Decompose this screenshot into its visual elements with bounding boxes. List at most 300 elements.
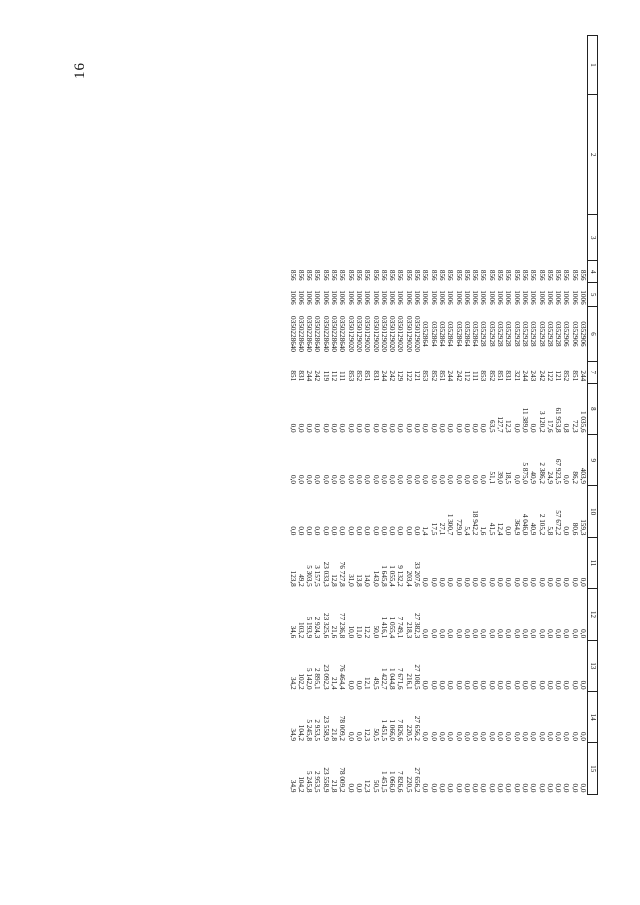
table-cell: 1006 — [296, 290, 305, 305]
table-cell: 851 — [570, 370, 579, 382]
table-cell: 21,8 — [330, 728, 339, 741]
table-cell: 0,8 — [562, 423, 571, 433]
table-cell — [346, 215, 354, 261]
table-cell: 0,0 — [396, 423, 405, 433]
table-cell: 0,0 — [462, 475, 471, 484]
table-cell: 34,9 — [288, 779, 297, 793]
table-cell — [554, 215, 562, 261]
table-cell — [512, 215, 520, 261]
table-cell: 0,0 — [504, 577, 513, 587]
table-cell: 0352928 — [529, 321, 538, 347]
table-cell: 0352864 — [446, 321, 455, 347]
table-cell: 852 — [354, 370, 363, 382]
table-cell: 1006 — [413, 290, 422, 305]
rotated-table-container — [128, 35, 598, 795]
table-cell — [404, 215, 412, 261]
table-cell: 159,3 — [579, 519, 587, 536]
table-row — [521, 36, 529, 795]
table-cell — [471, 215, 479, 261]
table-cell: 0,0 — [404, 526, 413, 536]
table-cell: 220,5 — [404, 724, 413, 741]
table-cell: 49,2 — [296, 574, 305, 587]
table-cell: 1006 — [321, 290, 330, 305]
table-cell: 0352864 — [454, 321, 463, 347]
table-cell: 0,0 — [520, 577, 529, 587]
table-cell — [446, 36, 454, 95]
table-cell: 121 — [413, 370, 422, 382]
table-cell: 7 671,6 — [396, 667, 405, 690]
table-cell: 856 — [529, 269, 538, 281]
table-cell: 0350228640 — [296, 316, 305, 352]
table-cell: 0,0 — [454, 731, 463, 741]
table-cell: 1006 — [512, 290, 521, 305]
table-cell: 0,0 — [446, 423, 455, 433]
table-cell — [396, 95, 404, 215]
table-cell: 23 558,9 — [321, 767, 330, 793]
table-cell: 0352928 — [479, 321, 488, 347]
table-cell: 0,0 — [554, 629, 563, 639]
table-cell: 0,0 — [512, 731, 521, 741]
table-cell: 0,0 — [554, 731, 563, 741]
table-cell — [537, 215, 545, 261]
table-cell: 23 033,3 — [321, 561, 330, 587]
table-cell: 27 108,5 — [413, 664, 422, 690]
table-cell — [512, 95, 520, 215]
table-cell: 0,0 — [487, 731, 496, 741]
table-row — [504, 36, 512, 795]
table-cell: 0,0 — [471, 731, 480, 741]
table-cell: 0,0 — [354, 783, 363, 793]
table-cell: 856 — [504, 269, 513, 281]
table-cell: 76 464,4 — [338, 664, 347, 690]
table-cell — [363, 215, 371, 261]
table-cell — [288, 215, 296, 261]
table-header-row — [588, 36, 598, 795]
table-cell: 51,1 — [487, 471, 496, 484]
table-cell: 0,0 — [562, 475, 571, 484]
table-cell — [496, 95, 504, 215]
table-cell: 122 — [404, 370, 413, 382]
table-cell: 11,0 — [354, 625, 363, 639]
table-cell — [313, 95, 321, 215]
table-cell: 0,0 — [330, 475, 339, 484]
table-cell — [322, 95, 330, 215]
table-cell — [421, 215, 429, 261]
table-cell — [487, 215, 495, 261]
table-cell: 0,0 — [512, 475, 521, 484]
table-cell: 856 — [388, 269, 397, 281]
table-cell: 1006 — [388, 290, 397, 305]
table-cell — [579, 95, 588, 215]
table-cell: 17,5 — [429, 522, 438, 536]
table-cell: 856 — [379, 269, 388, 281]
table-cell — [380, 36, 388, 95]
table-cell: 0,0 — [371, 475, 380, 484]
table-cell: 1006 — [404, 290, 413, 305]
table-cell: 0350228640 — [305, 316, 314, 352]
table-cell: 12,3 — [363, 779, 372, 793]
table-cell — [479, 95, 487, 215]
table-cell: 0,0 — [479, 731, 488, 741]
table-cell: 143,0 — [371, 570, 380, 587]
table-cell: 0,0 — [421, 731, 430, 741]
table-cell: 33 207,6 — [413, 561, 422, 587]
table-cell: 0,0 — [296, 526, 305, 536]
table-cell — [504, 95, 512, 215]
table-cell: 243 — [529, 370, 538, 382]
table-cell: 0,0 — [512, 629, 521, 639]
table-row — [388, 36, 396, 795]
table-cell: 0,0 — [404, 475, 413, 484]
table-cell: 321 — [512, 370, 521, 382]
table-cell: 856 — [321, 269, 330, 281]
table-cell: 1006 — [520, 290, 529, 305]
column-header-10: 10 — [588, 486, 598, 537]
table-row — [479, 36, 487, 795]
page-number: 16 — [72, 62, 88, 79]
table-cell: 856 — [545, 269, 554, 281]
table-cell: 244 — [579, 370, 587, 382]
table-row — [529, 36, 537, 795]
table-cell — [404, 95, 412, 215]
table-cell: 856 — [496, 269, 505, 281]
table-cell: 0,0 — [529, 423, 538, 433]
table-cell: 0,0 — [288, 475, 297, 484]
table-cell: 0,0 — [437, 731, 446, 741]
table-cell — [529, 36, 537, 95]
table-cell: 0,0 — [429, 423, 438, 433]
table-cell: 0,0 — [487, 577, 496, 587]
table-cell: 242 — [313, 370, 322, 382]
table-cell: 123,8 — [288, 570, 297, 587]
table-cell: 0,0 — [346, 783, 355, 793]
table-cell: 1006 — [305, 290, 314, 305]
table-cell: 13,8 — [354, 574, 363, 587]
table-cell: 0,0 — [305, 526, 314, 536]
table-row — [380, 36, 388, 795]
table-cell: 1 066,0 — [388, 770, 397, 793]
table-cell: 0,0 — [479, 577, 488, 587]
table-cell: 119 — [321, 370, 330, 382]
table-cell: 1006 — [579, 290, 587, 305]
table-cell: 0,0 — [396, 475, 405, 484]
table-cell: 0350129020 — [371, 316, 380, 352]
table-cell: 0,0 — [313, 423, 322, 433]
table-cell: 0,0 — [462, 731, 471, 741]
table-cell: 0,0 — [421, 680, 430, 690]
table-row — [512, 36, 520, 795]
table-cell: 856 — [371, 269, 380, 281]
table-row — [363, 36, 371, 795]
table-cell: 856 — [421, 269, 430, 281]
table-cell: 0,0 — [313, 475, 322, 484]
table-cell: 856 — [462, 269, 471, 281]
table-cell: 78 009,2 — [338, 715, 347, 741]
table-cell: 0352928 — [487, 321, 496, 347]
table-cell — [305, 95, 313, 215]
table-cell: 3 157,5 — [313, 565, 322, 587]
table-row — [579, 36, 588, 795]
column-header-2: 2 — [588, 95, 598, 215]
table-cell: 23 092,3 — [321, 664, 330, 690]
table-cell: 242 — [388, 370, 397, 382]
table-row — [429, 36, 437, 795]
table-cell — [322, 215, 330, 261]
table-cell: 0,0 — [512, 577, 521, 587]
table-cell: 2 953,5 — [313, 770, 322, 793]
table-row — [554, 36, 562, 795]
table-cell: 0,0 — [437, 423, 446, 433]
table-cell — [471, 36, 479, 95]
table-cell: 1 055,4 — [388, 616, 397, 639]
table-cell — [330, 215, 338, 261]
table-cell — [570, 36, 578, 95]
table-cell: 856 — [471, 269, 480, 281]
table-cell: 1 416,1 — [379, 616, 388, 639]
table-cell: 12,1 — [363, 676, 372, 690]
table-cell — [363, 95, 371, 215]
table-cell: 5 303,5 — [305, 565, 314, 587]
table-cell: 856 — [570, 269, 579, 281]
table-cell — [388, 36, 396, 95]
table-cell: 1006 — [330, 290, 339, 305]
table-cell: 0352864 — [471, 321, 480, 347]
table-cell: 856 — [354, 269, 363, 281]
table-cell: 0,0 — [562, 526, 571, 536]
table-cell: 0,0 — [321, 423, 330, 433]
table-cell: 40,9 — [529, 471, 538, 484]
table-cell: 0,0 — [354, 680, 363, 690]
table-cell: 5 245,8 — [305, 719, 314, 741]
table-cell — [438, 215, 446, 261]
table-cell: 856 — [396, 269, 405, 281]
table-cell: 5,8 — [545, 526, 554, 536]
table-cell: 0,0 — [437, 577, 446, 587]
table-cell: 0,0 — [471, 423, 480, 433]
table-cell: 244 — [305, 370, 314, 382]
table-cell: 244 — [446, 370, 455, 382]
table-cell: 1 035,6 — [579, 411, 587, 433]
table-cell: 203,4 — [404, 570, 413, 587]
table-cell: 1 055,4 — [388, 565, 397, 587]
table-cell: 851 — [437, 370, 446, 382]
table-cell: 856 — [313, 269, 322, 281]
table-cell: 23 558,9 — [321, 715, 330, 741]
table-cell: 0,0 — [446, 475, 455, 484]
table-cell: 856 — [446, 269, 455, 281]
column-header-9: 9 — [588, 435, 598, 486]
table-cell — [521, 36, 529, 95]
table-cell: 0,0 — [520, 680, 529, 690]
table-cell: 5 193,9 — [305, 616, 314, 639]
table-cell — [322, 36, 330, 95]
table-cell: 216,1 — [404, 673, 413, 690]
table-cell — [413, 95, 421, 215]
table-row — [330, 36, 338, 795]
table-cell: 0,0 — [537, 680, 546, 690]
table-cell: 0352864 — [429, 321, 438, 347]
table-cell: 0,0 — [338, 423, 347, 433]
table-cell: 0,0 — [512, 680, 521, 690]
table-cell — [363, 36, 371, 95]
table-cell — [396, 36, 404, 95]
table-cell: 242 — [537, 370, 546, 382]
table-cell: 853 — [421, 370, 430, 382]
table-row — [297, 36, 305, 795]
table-cell: 67 923,5 — [554, 458, 563, 484]
table-cell: 9 132,2 — [396, 565, 405, 587]
table-cell: 50,5 — [371, 779, 380, 793]
table-cell: 0,0 — [462, 577, 471, 587]
table-cell: 856 — [554, 269, 563, 281]
table-cell — [421, 36, 429, 95]
table-cell: 1,6 — [479, 526, 488, 536]
table-cell — [521, 95, 529, 215]
table-cell: 831 — [371, 370, 380, 382]
table-cell: 0,0 — [487, 783, 496, 793]
table-cell — [288, 95, 296, 215]
table-cell: 0,0 — [346, 731, 355, 741]
column-header-7: 7 — [588, 361, 598, 383]
table-cell — [454, 95, 462, 215]
table-cell: 0,0 — [363, 423, 372, 433]
table-cell: 12,3 — [504, 420, 513, 433]
table-row — [288, 36, 296, 795]
table-cell: 10,0 — [346, 625, 355, 639]
table-cell: 1006 — [354, 290, 363, 305]
table-cell: 1 300,7 — [446, 513, 455, 536]
table-cell: 0,0 — [545, 783, 554, 793]
table-cell — [496, 215, 504, 261]
table-cell: 0350228640 — [321, 316, 330, 352]
table-cell: 0,0 — [496, 731, 505, 741]
table-row — [546, 36, 554, 795]
table-cell — [297, 215, 305, 261]
table-cell: 103,2 — [296, 621, 305, 639]
table-cell — [562, 215, 570, 261]
table-cell: 220,5 — [404, 776, 413, 793]
table-cell: 5 142,0 — [305, 667, 314, 690]
table-row — [413, 36, 421, 795]
table-cell: 1006 — [562, 290, 571, 305]
table-cell — [338, 95, 346, 215]
table-cell — [330, 95, 338, 215]
table-cell: 104,2 — [296, 776, 305, 793]
table-cell — [454, 215, 462, 261]
table-cell: 853 — [346, 370, 355, 382]
table-cell: 24,9 — [545, 471, 554, 484]
table-cell: 1006 — [537, 290, 546, 305]
table-cell: 856 — [363, 269, 372, 281]
table-cell: 0,0 — [437, 783, 446, 793]
table-cell: 27 382,3 — [413, 613, 422, 639]
table-cell: 0,0 — [363, 475, 372, 484]
table-cell: 0350129020 — [404, 316, 413, 352]
table-row — [421, 36, 429, 795]
table-cell: 0,0 — [545, 731, 554, 741]
table-body — [288, 36, 587, 795]
column-header-3: 3 — [588, 215, 598, 261]
table-cell: 0,0 — [429, 629, 438, 639]
table-cell: 111 — [471, 370, 480, 382]
table-cell — [429, 215, 437, 261]
table-cell: 0,0 — [487, 680, 496, 690]
table-cell: 0,0 — [471, 629, 480, 639]
table-cell: 0350129020 — [379, 316, 388, 352]
table-cell — [438, 95, 446, 215]
table-cell: 12,2 — [363, 625, 372, 639]
table-cell: 12,4 — [496, 522, 505, 536]
table-cell: 1,4 — [421, 526, 430, 536]
table-cell: 0352928 — [504, 321, 513, 347]
table-cell: 0,0 — [496, 577, 505, 587]
table-cell: 1006 — [338, 290, 347, 305]
table-cell: 111 — [338, 370, 347, 382]
table-cell: 851 — [288, 370, 297, 382]
table-cell: 0,0 — [471, 475, 480, 484]
table-row — [487, 36, 495, 795]
table-cell — [496, 36, 504, 95]
table-cell — [429, 36, 437, 95]
table-cell: 0,0 — [446, 577, 455, 587]
table-cell: 0,0 — [371, 423, 380, 433]
table-cell — [446, 215, 454, 261]
table-cell — [554, 36, 562, 95]
table-cell: 14,0 — [363, 574, 372, 587]
table-cell: 0,0 — [437, 629, 446, 639]
table-cell — [396, 215, 404, 261]
table-cell: 0,0 — [562, 680, 571, 690]
table-cell: 0,0 — [338, 475, 347, 484]
table-cell: 0,0 — [462, 680, 471, 690]
table-cell: 0,0 — [562, 783, 571, 793]
table-cell: 831 — [296, 370, 305, 382]
table-cell: 856 — [579, 269, 587, 281]
table-row — [396, 36, 404, 795]
table-cell: 0,0 — [305, 423, 314, 433]
table-cell — [546, 215, 554, 261]
table-row — [313, 36, 321, 795]
table-cell: 856 — [454, 269, 463, 281]
table-cell: 7 826,6 — [396, 770, 405, 793]
table-cell: 12,8 — [330, 574, 339, 587]
table-cell — [546, 36, 554, 95]
column-header-12: 12 — [588, 589, 598, 640]
table-cell: 0350228640 — [338, 316, 347, 352]
table-cell: 856 — [296, 269, 305, 281]
table-cell: 856 — [404, 269, 413, 281]
table-cell: 856 — [288, 269, 297, 281]
column-header-8: 8 — [588, 383, 598, 434]
table-cell: 0,0 — [363, 526, 372, 536]
table-cell — [297, 95, 305, 215]
table-cell — [388, 95, 396, 215]
table-cell: 0352928 — [537, 321, 546, 347]
table-cell: 0,0 — [537, 629, 546, 639]
table-cell: 0,0 — [454, 423, 463, 433]
table-cell: 0,0 — [446, 731, 455, 741]
table-cell: 1006 — [421, 290, 430, 305]
table-cell: 0,0 — [454, 783, 463, 793]
table-cell: 4 046,0 — [520, 513, 529, 536]
table-cell: 856 — [537, 269, 546, 281]
table-cell: 5,4 — [462, 526, 471, 536]
table-cell: 851 — [363, 370, 372, 382]
table-cell: 1 066,0 — [388, 719, 397, 741]
table-cell: 0350129020 — [396, 316, 405, 352]
table-cell: 0,0 — [579, 680, 587, 690]
table-cell: 1006 — [570, 290, 579, 305]
